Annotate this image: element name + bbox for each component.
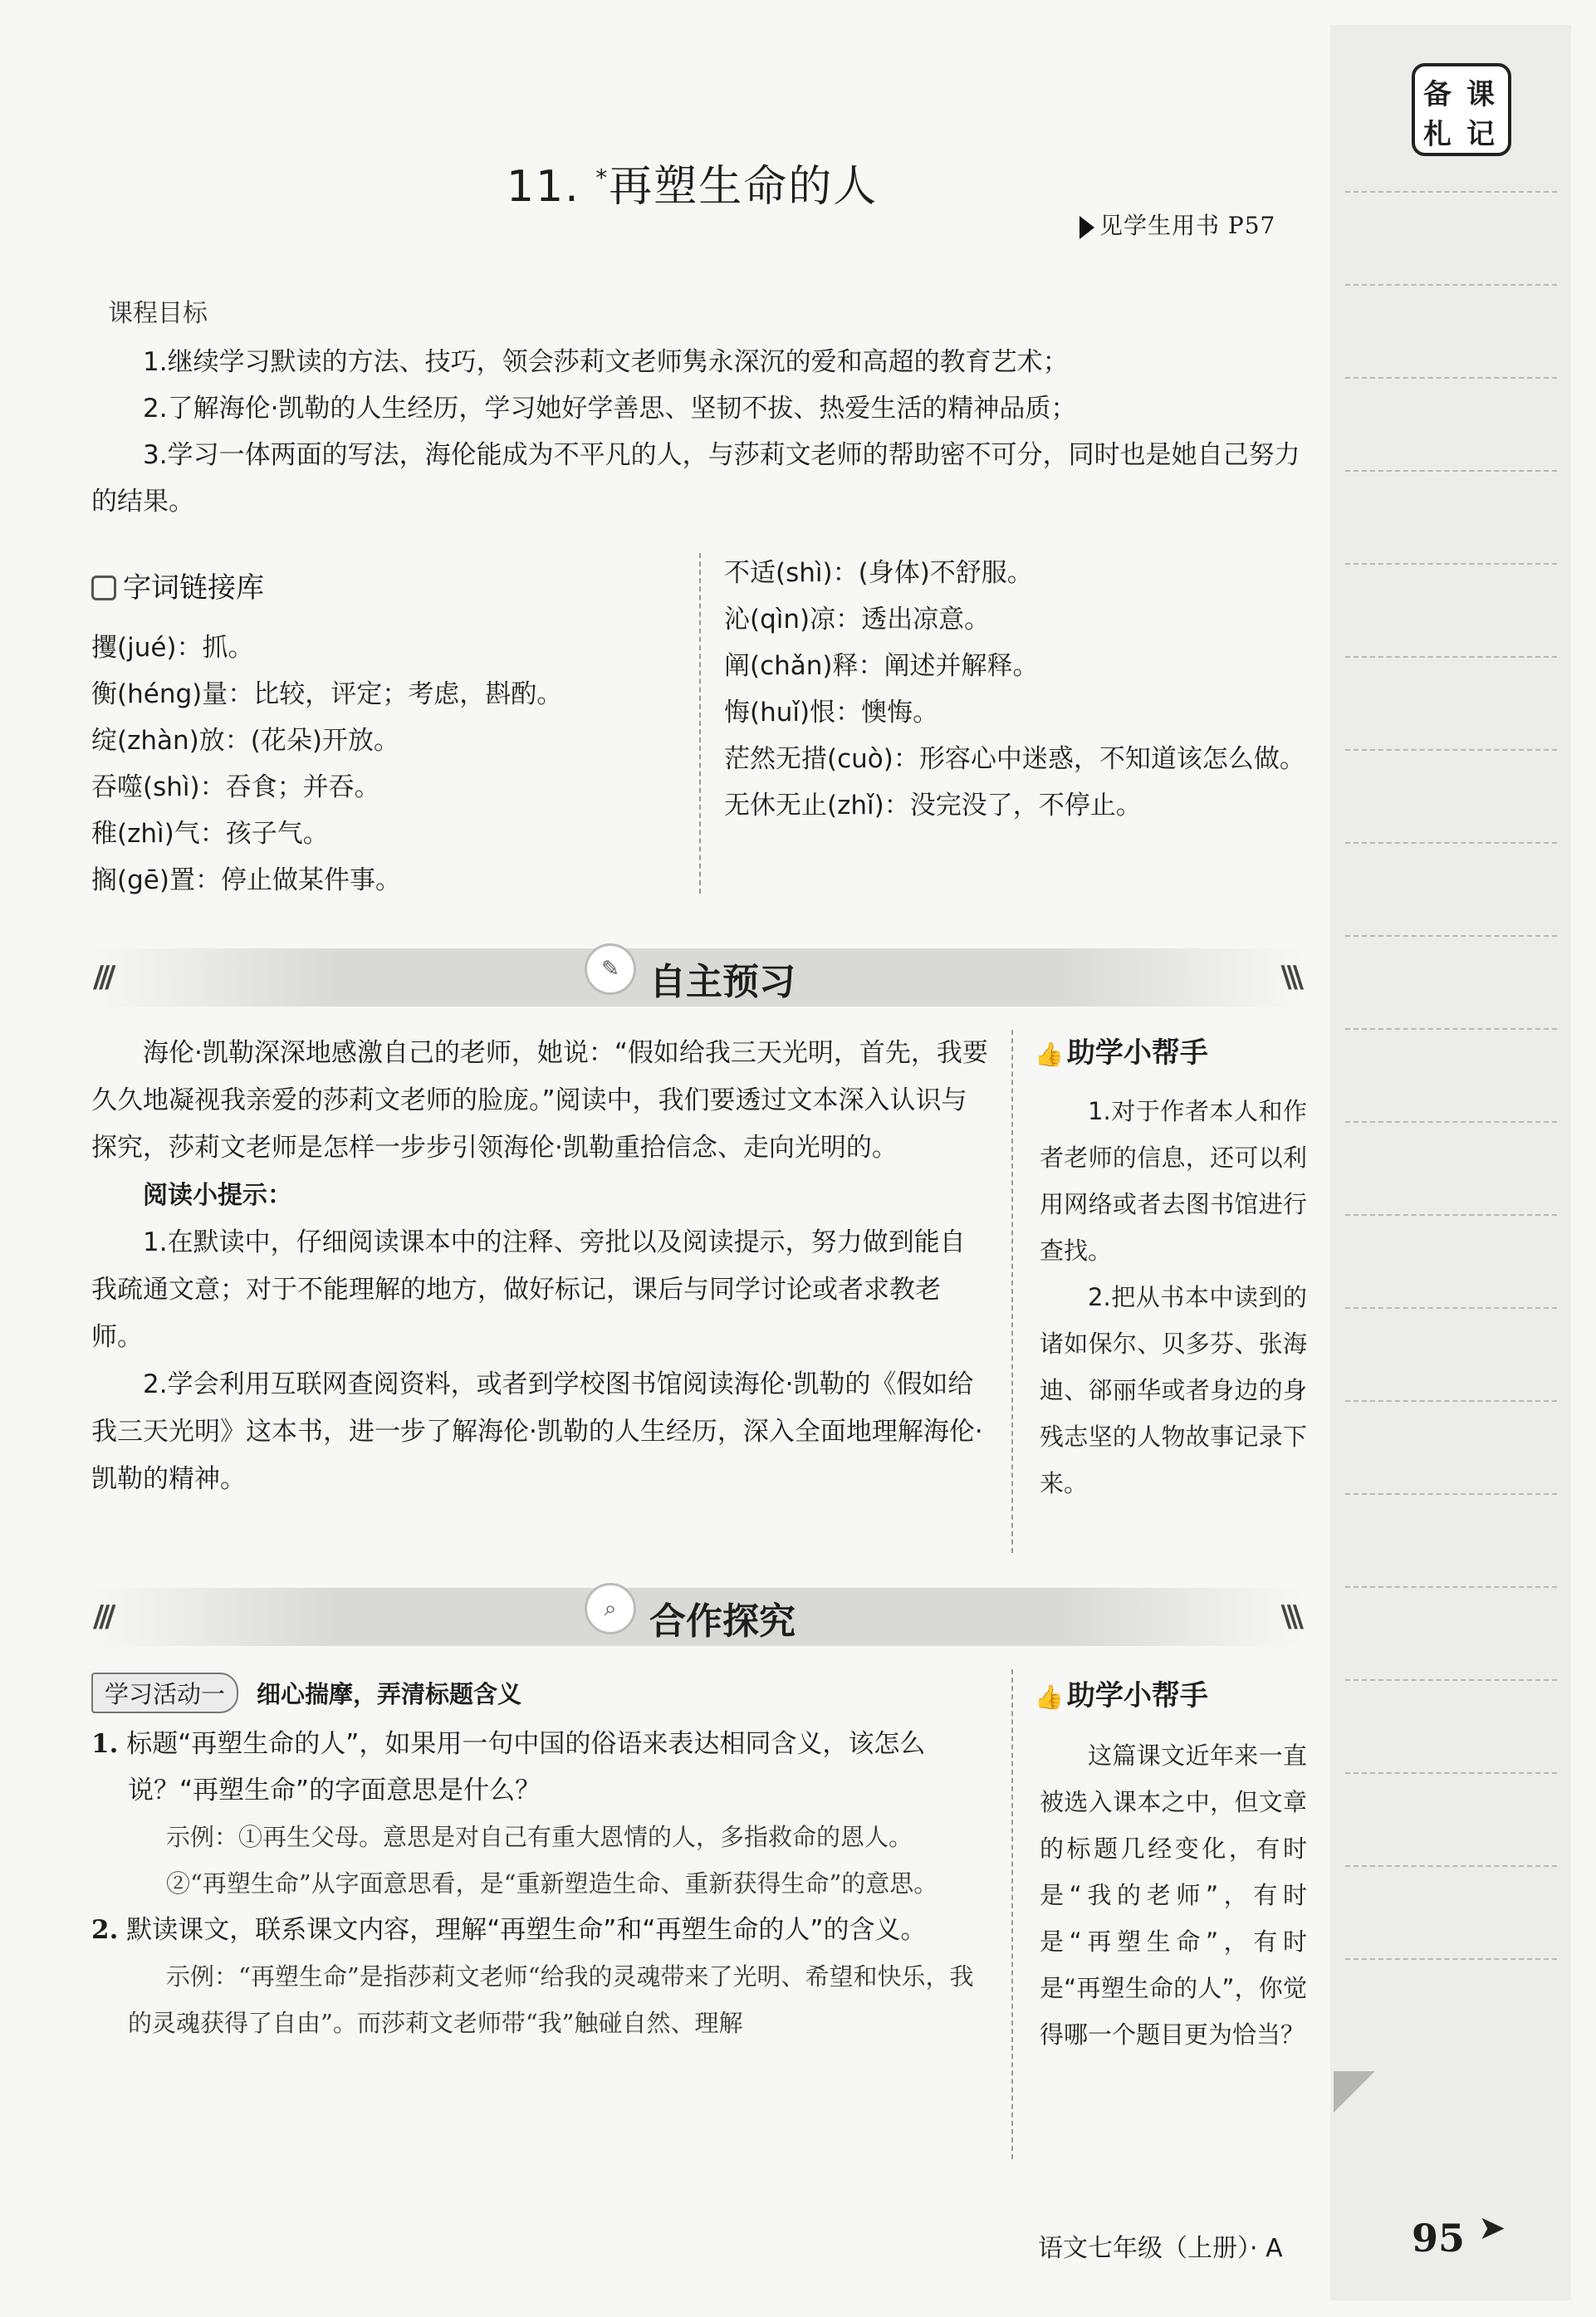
notes-rule-line	[1345, 749, 1557, 751]
vocab-item: 阐(chǎn)释：阐述并解释。	[724, 651, 1039, 681]
notes-rule-line	[1345, 1679, 1557, 1681]
reading-tips-label: 阅读小提示：	[143, 1181, 292, 1210]
page-number: 95	[1412, 2216, 1466, 2261]
vocab-item: 沁(qìn)凉：透出凉意。	[724, 605, 991, 634]
thumbs-up-icon: 👍	[1035, 1041, 1064, 1068]
question-number: 1.	[91, 1729, 119, 1759]
question-number: 2.	[91, 1915, 119, 1945]
notes-rule-line	[1345, 656, 1557, 658]
goals-label: 课程目标	[108, 299, 208, 328]
notes-rule-line	[1345, 563, 1557, 565]
explore-body	[91, 1721, 996, 2046]
goal-item: 3.学习一体两面的写法，海伦能成为不平凡的人，与莎莉文老师的帮助密不可分，同时也是她自己努力的结果。	[91, 440, 1300, 517]
notes-rule-line	[1345, 284, 1557, 286]
footer-text: 语文七年级（上册）· A	[1038, 2234, 1283, 2263]
question-1	[91, 1721, 996, 1814]
notes-rule-line	[1345, 1028, 1557, 1030]
vocab-item: 无休无止(zhǐ)：没完没了，不停止。	[724, 791, 1142, 821]
page-corner-deco: ➤	[1478, 2209, 1506, 2247]
preview-banner	[91, 948, 1304, 1007]
slash-deco: ///	[93, 1599, 111, 1634]
stamp-char: 课	[1466, 78, 1495, 111]
notes-stamp	[1412, 63, 1511, 156]
question-2	[91, 1907, 996, 1953]
vocab-item: 不适(shì)：(身体)不舒服。	[724, 558, 1033, 588]
vocab-item: 搁(gē)置：停止做某件事。	[91, 865, 401, 895]
vocab-item: 衡(héng)量：比较，评定；考虑，斟酌。	[91, 679, 563, 709]
notes-rule-line	[1345, 842, 1557, 844]
thumbs-up-icon: 👍	[1035, 1683, 1064, 1711]
vocab-item: 茫然无措(cuò)：形容心中迷惑，不知道该怎么做。	[724, 744, 1305, 774]
notes-rule-line	[1345, 377, 1557, 379]
lesson-title	[507, 151, 878, 213]
activity-title: 细心揣摩，弄清标题含义	[257, 1680, 522, 1708]
notes-rule-line	[1345, 1958, 1557, 1960]
notes-rule-line	[1345, 1400, 1557, 1402]
lesson-mark: *	[595, 164, 610, 192]
question-text: 默读课文，联系课文内容，理解“再塑生命”和“再塑生命的人”的含义。	[126, 1915, 927, 1945]
triangle-icon	[1080, 216, 1094, 239]
question-text: 标题“再塑生命的人”，如果用一句中国的俗语来表达相同含义，该怎么说？“再塑生命”的字面意思是什么？	[126, 1729, 926, 1805]
explore-banner	[91, 1588, 1304, 1646]
helper-title-text: 助学小帮手	[1066, 1679, 1208, 1712]
stamp-char: 札	[1423, 118, 1452, 151]
book-reference	[1080, 208, 1275, 241]
notes-rule-line	[1345, 1214, 1557, 1216]
vocab-heading	[91, 565, 264, 605]
explore-helper-text	[1040, 1732, 1307, 2058]
notes-rule-line	[1345, 935, 1557, 937]
vocab-item: 吞噬(shì)：吞食；并吞。	[91, 772, 380, 802]
magnifier-icon: ⌕	[585, 1583, 636, 1634]
vocab-right-list	[724, 550, 1314, 829]
corner-triangle	[1334, 2071, 1375, 2113]
vocab-divider	[699, 553, 701, 894]
helper-item: 这篇课文近年来一直被选入课本之中，但文章的标题几经变化，有时是“我的老师”，有时是“再塑生命”，有时是“再塑生命的人”，你觉得哪一个题目更为恰当？	[1040, 1741, 1307, 2049]
helper-item: 1.对于作者本人和作者老师的信息，还可以利用网络或者去图书馆进行查找。	[1040, 1097, 1307, 1265]
lesson-title-text: 再塑生命的人	[609, 162, 879, 212]
slash-deco: ///	[93, 960, 111, 994]
goal-item: 2.了解海伦·凯勒的人生经历，学习她好学善思、坚韧不拔、热爱生活的精神品质；	[143, 394, 1077, 424]
slash-deco: \\\	[1280, 960, 1299, 994]
answer-2: 示例：“再塑生命”是指莎莉文老师“给我的灵魂带来了光明、希望和快乐，我的灵魂获得了自由”。而莎莉文老师带“我”触碰自然、理解	[128, 1962, 974, 2037]
book-icon	[91, 576, 116, 600]
pencil-icon: ✎	[585, 943, 636, 995]
preview-body	[91, 1030, 988, 1503]
preview-helper-title	[1035, 1030, 1208, 1070]
explore-divider	[1011, 1669, 1013, 2159]
vocab-left-list	[91, 625, 689, 904]
preview-title: 自主预习	[649, 961, 796, 1003]
helper-title-text: 助学小帮手	[1066, 1036, 1208, 1070]
goal-item: 1.继续学习默读的方法、技巧，领会莎莉文老师隽永深沉的爱和高超的教育艺术；	[143, 347, 1069, 377]
preview-intro: 海伦·凯勒深深地感激自己的老师，她说：“假如给我三天光明，首先，我要久久地凝视我亲爱的莎莉文老师的脸庞。”阅读中，我们要透过文本深入认识与探究，莎莉文老师是怎样一步步引领海伦·凯勒重拾信念、走向光明的。	[91, 1038, 988, 1163]
vocab-item: 攫(jué)：抓。	[91, 633, 254, 663]
notes-rule-line	[1345, 1493, 1557, 1495]
stamp-char: 备	[1423, 78, 1452, 111]
slash-deco: \\\	[1280, 1599, 1299, 1634]
stamp-char: 记	[1466, 118, 1495, 151]
notes-rule-line	[1345, 1121, 1557, 1123]
notes-rule-line	[1345, 1586, 1557, 1588]
notes-rule-line	[1345, 191, 1557, 193]
vocab-item: 稚(zhì)气：孩子气。	[91, 819, 329, 849]
notes-rule-line	[1345, 1772, 1557, 1774]
explore-helper-title	[1035, 1673, 1208, 1713]
preview-divider	[1011, 1030, 1013, 1553]
vocab-item: 绽(zhàn)放：(花朵)开放。	[91, 726, 399, 756]
answer-1a: 示例：①再生父母。意思是对自己有重大恩情的人，多指救命的恩人。	[166, 1823, 913, 1851]
activity-heading	[91, 1673, 521, 1713]
preview-helper-text	[1040, 1088, 1307, 1506]
vocab-label: 字词链接库	[123, 571, 264, 605]
helper-item: 2.把从书本中读到的诸如保尔、贝多芬、张海迪、郤丽华或者身边的身残志坚的人物故事记录下来。	[1040, 1283, 1307, 1497]
activity-tag: 学习活动一	[91, 1673, 238, 1713]
answer-1b: ②“再塑生命”从字面意思看，是“重新塑造生命、重新获得生命”的意思。	[166, 1869, 938, 1898]
notes-rule-line	[1345, 1307, 1557, 1309]
lesson-number: 11.	[507, 162, 580, 212]
notes-rule-line	[1345, 470, 1557, 472]
explore-title: 合作探究	[649, 1600, 796, 1643]
reading-tip: 1.在默读中，仔细阅读课本中的注释、旁批以及阅读提示，努力做到能自我疏通文意；对于不能理解的地方，做好标记，课后与同学讨论或者求教老师。	[91, 1227, 966, 1352]
reading-tip: 2.学会利用互联网查阅资料，或者到学校图书馆阅读海伦·凯勒的《假如给我三天光明》这本书，进一步了解海伦·凯勒的人生经历，深入全面地理解海伦·凯勒的精神。	[91, 1369, 983, 1494]
vocab-item: 悔(huǐ)恨：懊悔。	[724, 698, 939, 727]
notes-rule-line	[1345, 1865, 1557, 1867]
goals-list	[91, 339, 1312, 525]
reference-text: 见学生用书 P57	[1099, 212, 1276, 239]
